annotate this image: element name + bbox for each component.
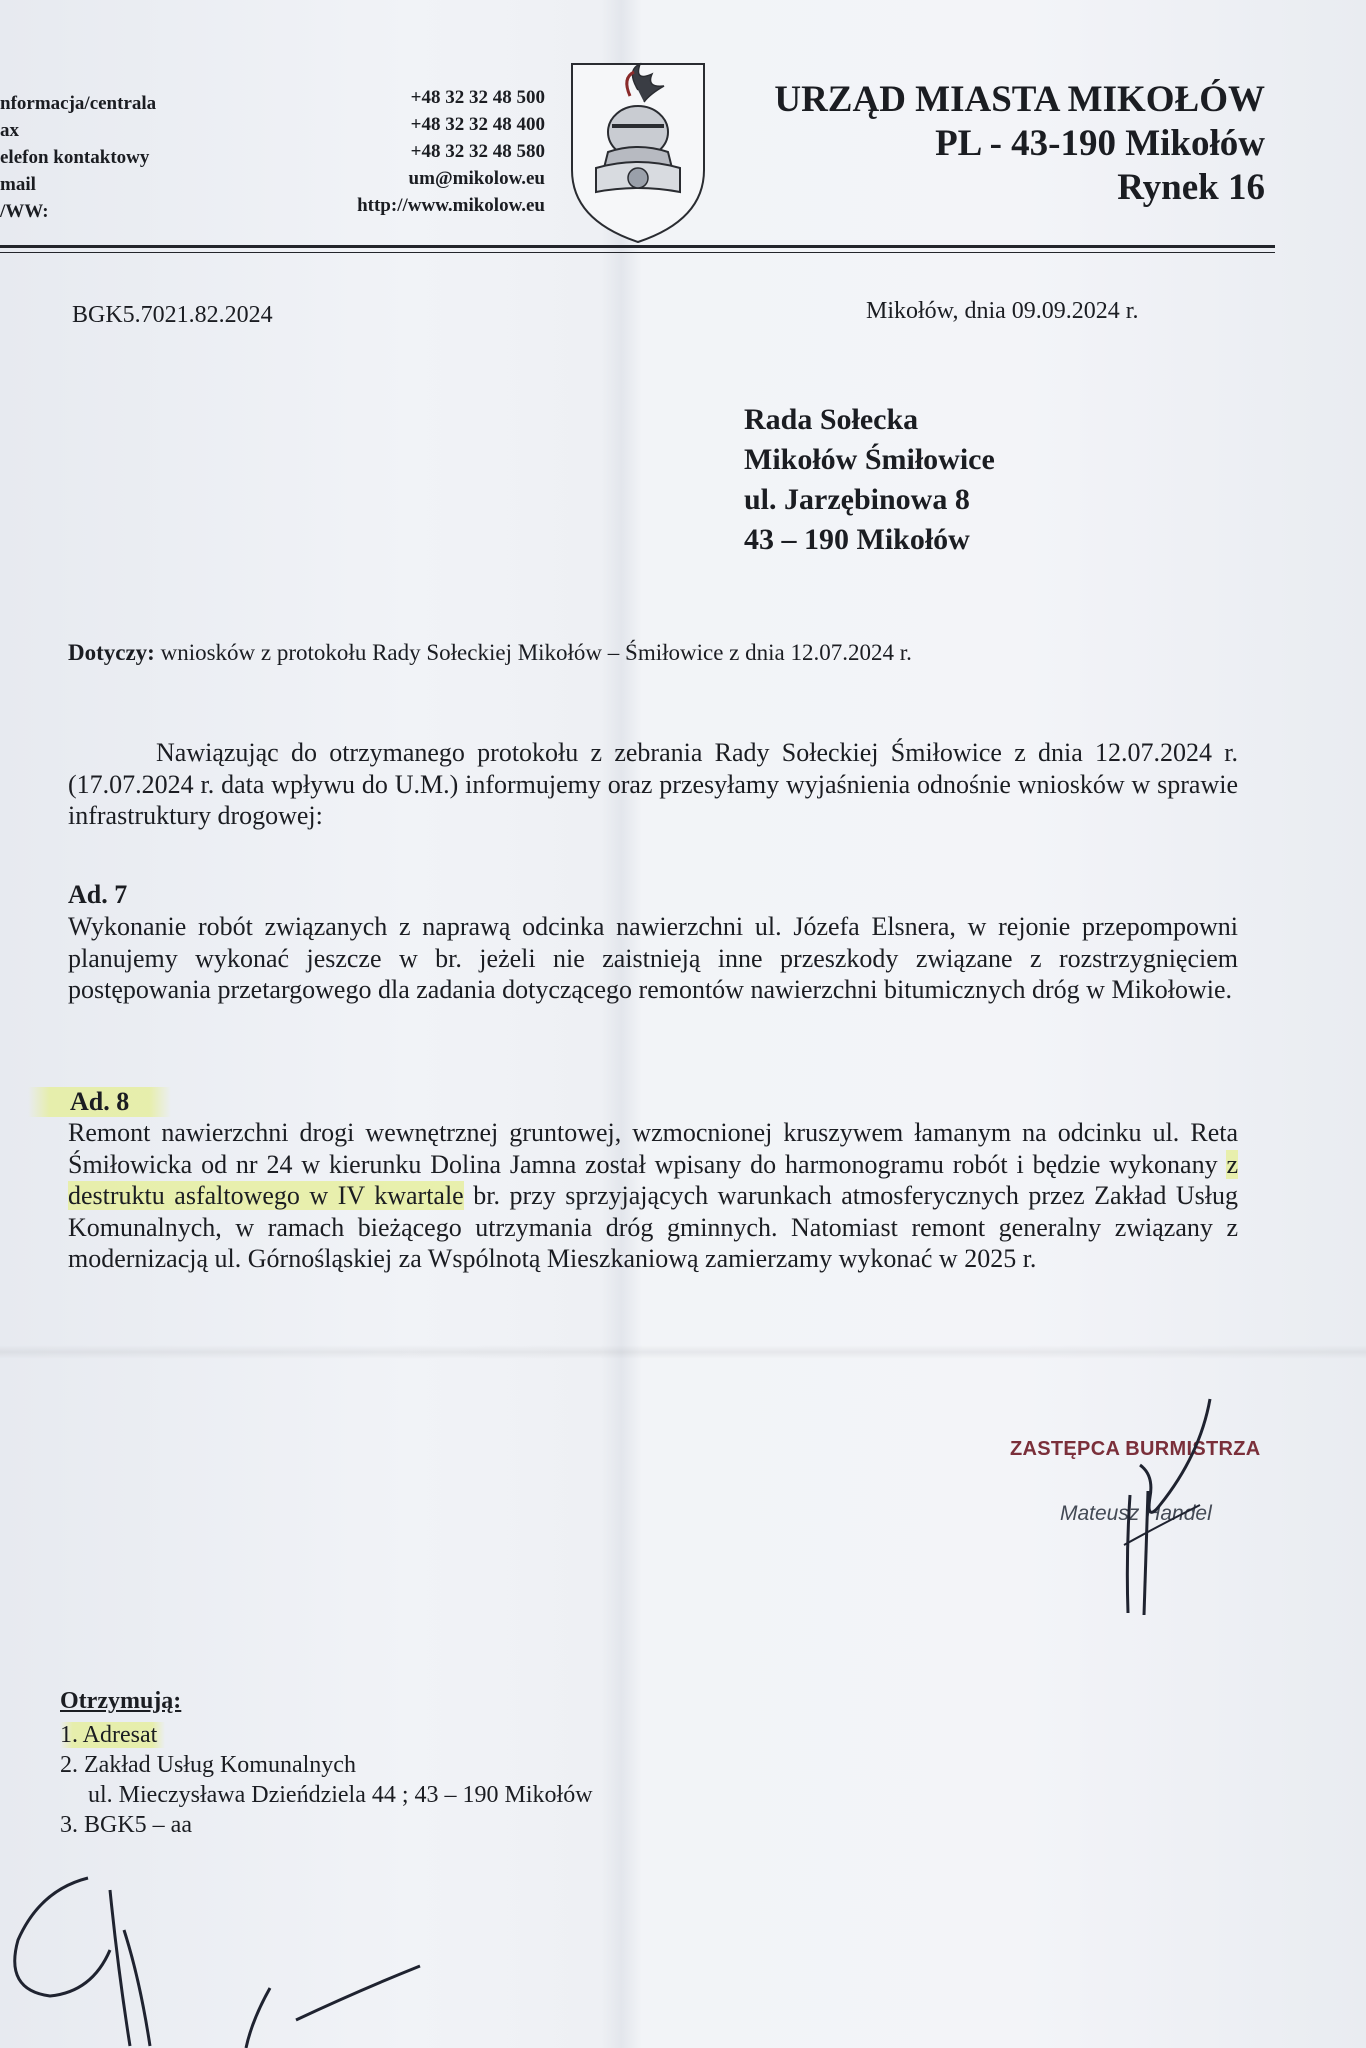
signatory-title: ZASTĘPCA BURMISTRZA	[1010, 1438, 1261, 1460]
contact-label: /WW:	[0, 201, 49, 222]
contact-labels	[0, 90, 156, 225]
addressee-block	[744, 400, 995, 560]
recipient-item: 2. Zakład Usług Komunalnych	[60, 1752, 356, 1778]
recipient-item: 1. Adresat	[60, 1722, 165, 1748]
phone-contact: +48 32 32 48 580	[410, 141, 545, 162]
contact-values	[270, 84, 545, 219]
ad8-text-end: br. przy sprzyjających warunkach atmosferycznych przez Zakład Usług Komunalnych, w ramach bieżącego utrzymania dróg gminnych. Natomiast remont generalny związany z modernizacją ul. Górnośląskiej za Wspólnotą Mieszkaniową zamierzamy wykonać w 2025 r.	[68, 1181, 1238, 1273]
office-postcode: PL - 43-190 Mikołów	[935, 123, 1265, 164]
recipients-heading: Otrzymują:	[60, 1688, 182, 1714]
ad8-heading: Ad. 8	[28, 1087, 171, 1117]
intro-paragraph: Nawiązując do otrzymanego protokołu z zebrania Rady Sołeckiej Śmiłowice z dnia 12.07.2024 r. (17.07.2024 r. data wpływu do U.M.) informujemy oraz przesyłamy wyjaśnienia odnośnie wniosków w sprawie infrastruktury drogowej:	[68, 738, 1238, 830]
reference-number: BGK5.7021.82.2024	[72, 302, 273, 328]
addressee-line: Mikołów Śmiłowice	[744, 443, 995, 476]
addressee-line: 43 – 190 Mikołów	[744, 523, 970, 556]
website-address: http://www.mikolow.eu	[357, 195, 545, 216]
ad7-paragraph: Wykonanie robót związanych z naprawą odcinka nawierzchni ul. Józefa Elsnera, w rejonie przepompowni planujemy wykonać jeszcze w br. jeżeli nie zaistnieją inne przeszkody związane z rozstrzygnięciem postępowania przetargowego dla zadania dotyczącego remontów nawierzchni bitumicznych dróg w Mikołowie.	[68, 912, 1238, 1004]
header-divider	[0, 245, 1275, 248]
ad8-highlighted-text: z destruktu asfaltowego w IV kwartale	[68, 1149, 1238, 1210]
coat-of-arms-icon	[568, 60, 708, 245]
phone-fax: +48 32 32 48 400	[410, 114, 545, 135]
handwritten-signature-icon	[1050, 1395, 1290, 1635]
ad8-text-start: Remont nawierzchni drogi wewnętrznej gruntowej, wzmocnionej kruszywem łamanym na odcinku ul. Reta Śmiłowicka od nr 24 w kierunku Dolina Jamna został wpisany do harmonogramu robót i będzie wykonany	[68, 1118, 1238, 1179]
office-heading	[690, 78, 1265, 210]
phone-centrala: +48 32 32 48 500	[410, 87, 545, 108]
header-divider-thin	[0, 252, 1275, 253]
addressee-line: ul. Jarzębinowa 8	[744, 483, 970, 516]
subject-text: wniosków z protokołu Rady Sołeckiej Mikołów – Śmiłowice z dnia 12.07.2024 r.	[154, 640, 912, 665]
email-address: um@mikolow.eu	[408, 168, 545, 189]
handwritten-note-icon	[0, 1870, 470, 2048]
contact-label: ax	[0, 120, 19, 141]
ad7-heading: Ad. 7	[68, 880, 128, 909]
recipients-list	[60, 1720, 593, 1840]
subject-line	[68, 640, 912, 666]
contact-label: nformacja/centrala	[0, 93, 157, 114]
recipient-address: ul. Mieczysława Dzieńdziela 44 ; 43 – 190 Mikołów	[88, 1782, 593, 1808]
office-name: URZĄD MIASTA MIKOŁÓW	[774, 79, 1265, 120]
signatory-name: Mateusz Handel	[1060, 1502, 1212, 1525]
contact-label: elefon kontaktowy	[0, 147, 150, 168]
addressee-line: Rada Sołecka	[744, 403, 919, 436]
recipient-item: 3. BGK5 – aa	[60, 1812, 192, 1838]
office-street: Rynek 16	[1117, 167, 1265, 208]
letter-date: Mikołów, dnia 09.09.2024 r.	[866, 298, 1139, 324]
subject-label: Dotyczy:	[68, 640, 155, 665]
paper-fold	[0, 1345, 1366, 1359]
contact-label: mail	[0, 174, 36, 195]
ad8-paragraph	[68, 1117, 1238, 1275]
